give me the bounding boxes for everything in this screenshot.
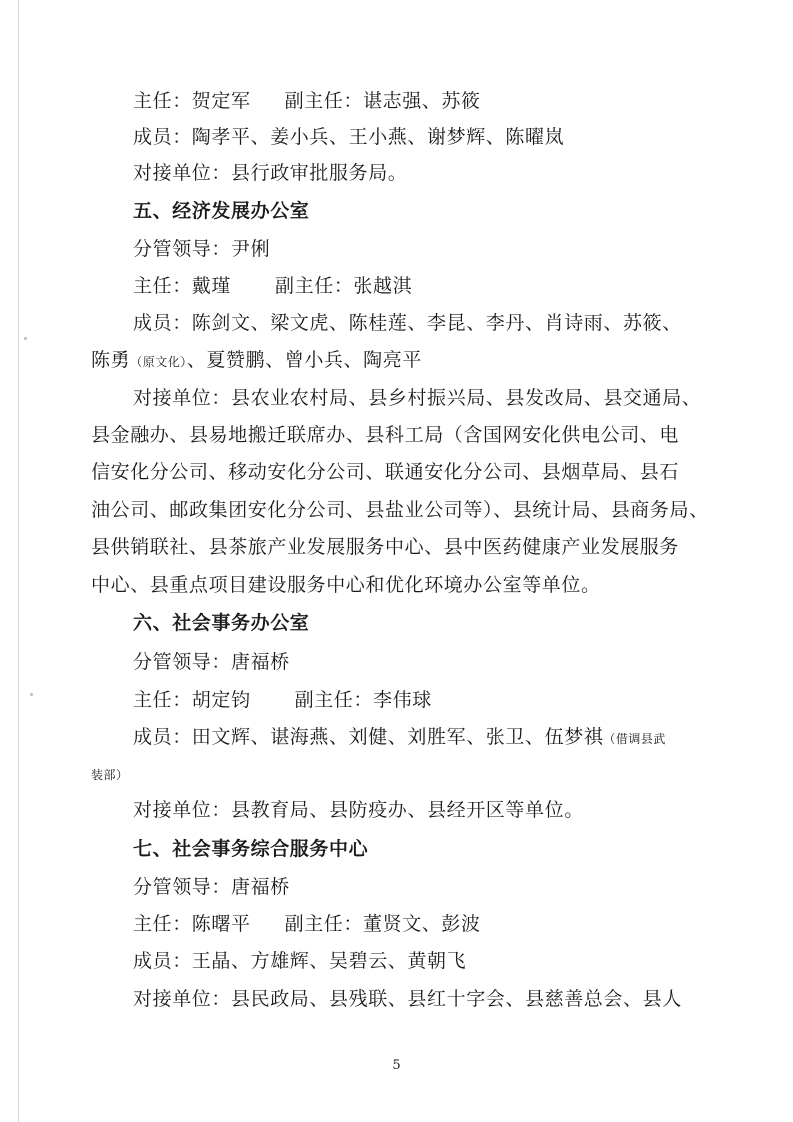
section7-units: 对接单位：县民政局、县残联、县红十字会、县慈善总会、县人 <box>133 988 682 1010</box>
director-text: 主任：胡定钧 <box>133 689 251 711</box>
scan-speck <box>24 337 27 340</box>
section4-leadership-line <box>133 88 481 114</box>
section6-leader: 分管领导：唐福桥 <box>133 651 290 673</box>
section5-leadership-line <box>133 273 412 299</box>
section4-units: 对接单位：县行政审批服务局。 <box>133 162 408 184</box>
member-note: （原文化） <box>130 355 187 369</box>
deputy-director-text: 副主任：谌志强、苏筱 <box>284 90 481 112</box>
section5-units-line2: 县金融办、县易地搬迁联席办、县科工局（含国网安化供电公司、电 <box>91 424 680 446</box>
section4-members: 成员：陶孝平、姜小兵、王小燕、谢梦辉、陈曜岚 <box>133 126 565 148</box>
deputy-director-text: 副主任：李伟球 <box>294 689 432 711</box>
member-names: 成员：田文辉、谌海燕、刘健、刘胜军、张卫、伍梦祺 <box>133 726 604 748</box>
section5-units-line5: 县供销联社、县茶旅产业发展服务中心、县中医药健康产业发展服务 <box>91 536 680 558</box>
section5-leader: 分管领导：尹俐 <box>133 238 271 260</box>
deputy-director-text: 副主任：张越淇 <box>275 275 413 297</box>
section6-units: 对接单位：县教育局、县防疫办、县经开区等单位。 <box>133 799 584 821</box>
director-text: 主任：贺定军 <box>133 90 251 112</box>
director-text: 主任：戴瑾 <box>133 275 232 297</box>
member-names: 、夏赞鹏、曾小兵、陶亮平 <box>186 349 422 371</box>
scan-edge <box>18 0 19 1122</box>
section5-units-line4: 油公司、邮政集团安化分公司、县盐业公司等）、县统计局、县商务局、 <box>91 499 709 521</box>
section5-units-line6: 中心、县重点项目建设服务中心和优化环境办公室等单位。 <box>91 574 601 596</box>
section6-members-line2: 装部） <box>91 768 129 782</box>
member-name: 陈勇 <box>91 349 131 371</box>
section7-leadership-line <box>133 911 481 937</box>
section7-heading: 七、社会事务综合服务中心 <box>133 838 369 860</box>
section5-members-line2 <box>91 347 422 375</box>
director-text: 主任：陈曙平 <box>133 913 251 935</box>
section6-heading: 六、社会事务办公室 <box>133 612 310 634</box>
section6-members-line1 <box>133 724 666 752</box>
section7-leader: 分管领导：唐福桥 <box>133 876 290 898</box>
section5-members-line1: 成员：陈剑文、梁文虎、陈桂莲、李昆、李丹、肖诗雨、苏筱、 <box>133 312 682 334</box>
member-note: （借调县武 <box>603 732 666 746</box>
page-number: 5 <box>392 1058 401 1073</box>
section7-members: 成员：王晶、方雄辉、吴碧云、黄朝飞 <box>133 950 467 972</box>
scan-speck <box>30 693 33 696</box>
section5-units-line1: 对接单位：县农业农村局、县乡村振兴局、县发改局、县交通局、 <box>133 387 702 409</box>
deputy-director-text: 副主任：董贤文、彭波 <box>284 913 481 935</box>
section5-units-line3: 信安化分公司、移动安化分公司、联通安化分公司、县烟草局、县石 <box>91 461 680 483</box>
section6-leadership-line <box>133 687 432 713</box>
section5-heading: 五、经济发展办公室 <box>133 200 310 222</box>
